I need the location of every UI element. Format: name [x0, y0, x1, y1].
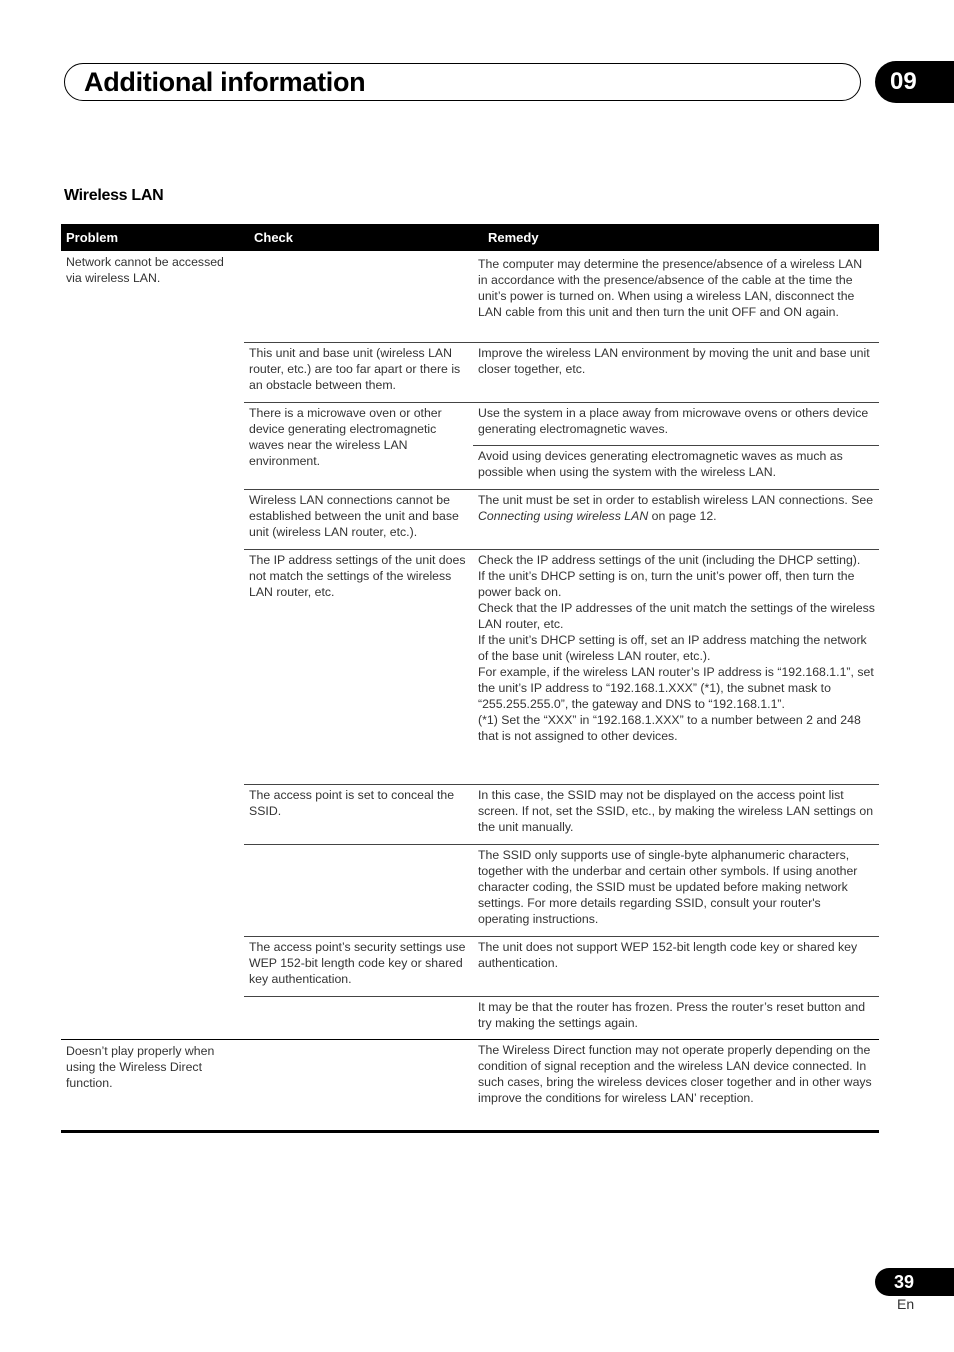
- check-cell: The access point’s security settings use WEP 152-bit length code key or shared key authentication.: [249, 940, 466, 986]
- check-cell: The IP address settings of the unit does not match the settings of the wireless LAN router, etc.: [249, 553, 466, 599]
- check-cell: The access point is set to conceal the SSID.: [249, 788, 455, 818]
- remedy-cell: [473, 550, 879, 784]
- page-number-badge: 39: [875, 1268, 954, 1296]
- remedy-cell: [473, 490, 879, 549]
- table-subrow: [244, 251, 879, 343]
- remedy-paragraph: If the unit’s DHCP setting is on, turn the unit’s power off, then turn the power back on.: [478, 569, 855, 599]
- remedy-paragraph: (*1) Set the “XXX” in “192.168.1.XXX” to a number between 2 and 248 that is not assigned to other devices.: [478, 713, 861, 743]
- remedy-paragraph: Check the IP address settings of the unit (including the DHCP setting).: [478, 553, 861, 567]
- column-header-check: Check: [254, 230, 294, 245]
- table-row: [61, 251, 879, 1040]
- remedy-cell: It may be that the router has frozen. Press the router’s reset button and try making the settings again.: [478, 1000, 866, 1030]
- check-cell: Wireless LAN connections cannot be established between the unit and base unit (wireless LAN router, etc.).: [249, 493, 459, 539]
- table-subrow: [244, 550, 879, 785]
- chapter-number-badge: 09: [875, 61, 954, 103]
- remedy-paragraph: For example, if the wireless LAN router’s IP address is “192.168.1.1”, set the unit’s IP address to “192.168.1.XXX” (*1), the subnet mask to “255.255.255.0”, the gateway and DNS to “192.168.1.1”.: [478, 665, 874, 711]
- table-subrow: [244, 343, 879, 403]
- check-cell: This unit and base unit (wireless LAN router, etc.) are too far apart or there is an obstacle between them.: [249, 346, 461, 392]
- table-row: [61, 1040, 879, 1133]
- table-header-row: [61, 224, 879, 251]
- remedy-cell: In this case, the SSID may not be displayed on the access point list screen. If not, set the SSID, etc., by making the wireless LAN settings on the unit manually.: [478, 788, 874, 834]
- column-header-remedy: Remedy: [488, 230, 539, 245]
- check-cell: [244, 1040, 473, 1130]
- check-cell: [244, 997, 473, 1039]
- remedy-cell: Avoid using devices generating electromagnetic waves as much as possible when using the system with the wireless LAN.: [478, 449, 843, 479]
- table-subrow: [244, 490, 879, 550]
- remedy-cell: The unit does not support WEP 152-bit length code key or shared key authentication.: [478, 940, 858, 970]
- check-cell: [244, 845, 473, 936]
- remedy-cell: The computer may determine the presence/absence of a wireless LAN in accordance with the presence/absence of the cable at the time the unit’s power is turned on. When using a wireless LAN, disconnect the LAN cable from this unit and then turn the unit OFF and ON again.: [478, 257, 863, 319]
- remedy-paragraph: Check that the IP addresses of the unit match the settings of the wireless LAN router, etc.: [478, 601, 875, 631]
- remedy-text: The unit must be set in order to establish wireless LAN connections. See: [478, 493, 874, 507]
- page-title: Additional information: [84, 67, 366, 97]
- table-subrow: [244, 403, 879, 490]
- table-subrow: [244, 845, 879, 937]
- problem-cell: Doesn’t play properly when using the Wireless Direct function.: [66, 1044, 215, 1090]
- cross-reference-link[interactable]: Connecting using wireless LAN: [478, 509, 649, 523]
- section-heading: Wireless LAN: [64, 187, 164, 204]
- troubleshooting-table: [61, 224, 879, 1133]
- check-cell: There is a microwave oven or other device generating electromagnetic waves near the wireless LAN environment.: [249, 406, 442, 468]
- remedy-cell: Improve the wireless LAN environment by moving the unit and base unit closer together, etc.: [478, 346, 870, 376]
- language-label: En: [897, 1296, 915, 1312]
- remedy-cell: Use the system in a place away from microwave ovens or others device generating electromagnetic waves.: [473, 403, 879, 446]
- table-subrow: [244, 785, 879, 845]
- table-subrow: [244, 997, 879, 1039]
- remedy-paragraph: If the unit’s DHCP setting is off, set an IP address matching the network of the base unit (wireless LAN router, etc.).: [478, 633, 867, 663]
- remedy-cell: The Wireless Direct function may not operate properly depending on the condition of signal reception and the wireless LAN device connected. In such cases, bring the wireless devices closer together and in other ways improve the conditions for wireless LAN’ reception.: [478, 1043, 872, 1105]
- table-subrow: [244, 937, 879, 997]
- check-cell: [244, 251, 473, 342]
- remedy-cell: The SSID only supports use of single-byte alphanumeric characters, together with the underbar and certain other symbols. If using another character coding, the SSID must be updated before making network settings. For more details regarding SSID, consult your router's operating instructions.: [478, 848, 858, 926]
- remedy-text: on page 12.: [648, 509, 717, 523]
- problem-cell: Network cannot be accessed via wireless LAN.: [66, 255, 224, 285]
- column-header-problem: Problem: [66, 230, 119, 245]
